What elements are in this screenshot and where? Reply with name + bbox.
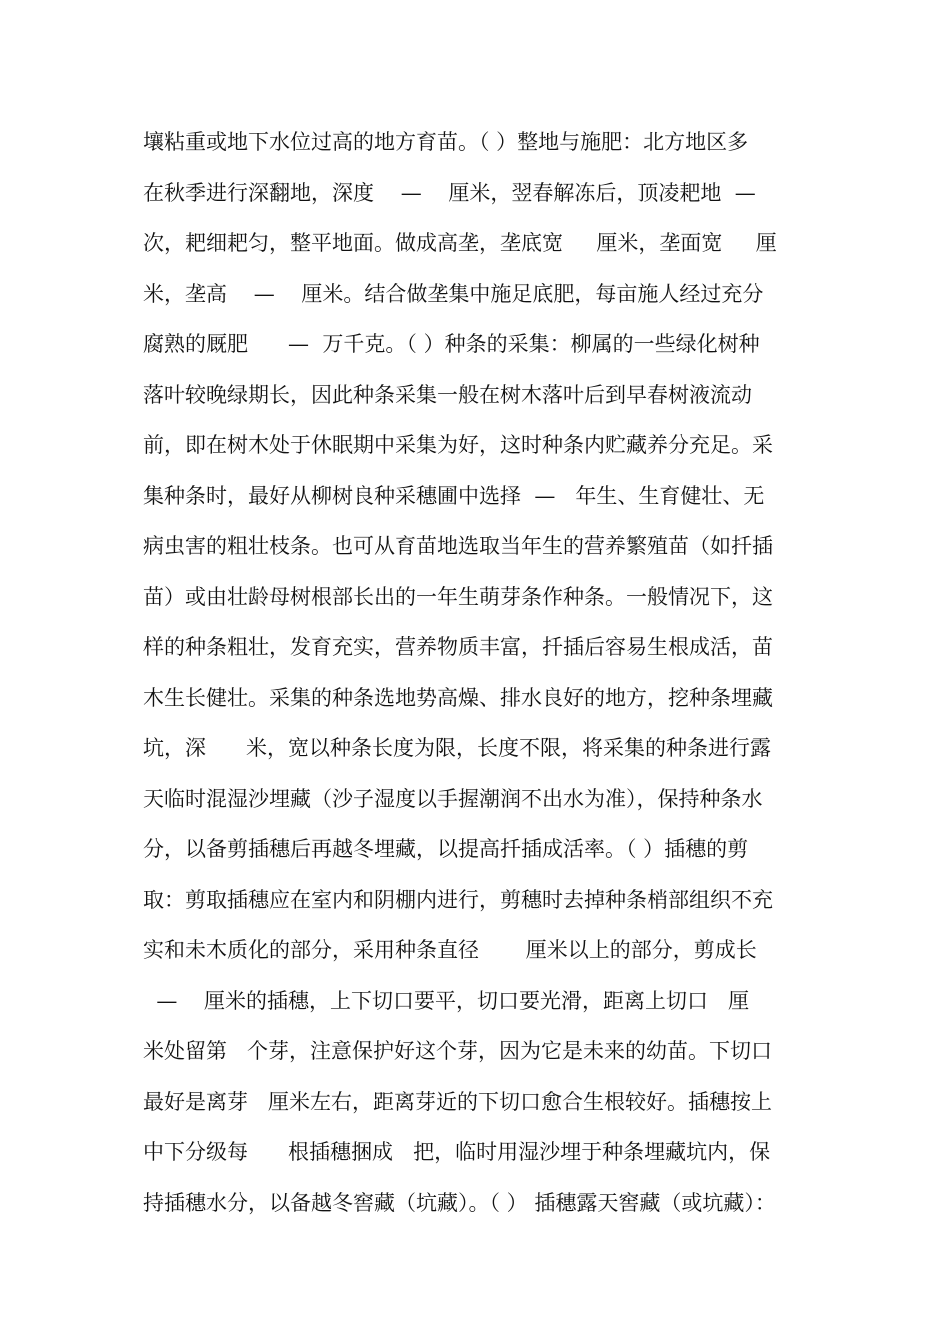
text-line: 最好是离芽 厘米左右，距离芽近的下切口愈合生根较好。插穗按上 [143, 1089, 773, 1114]
text-line: 实和未木质化的部分，采用种条直径 厘米以上的部分，剪成长 [143, 938, 757, 962]
text-line: 持插穗水分，以备越冬窖藏（坑藏）。（ ） 插穗露天窖藏（或坑藏）： [143, 1190, 776, 1215]
text-line: 苗）或由壮龄母树根部长出的一年生萌芽条作种条。一般情况下，这 [143, 584, 773, 609]
text-line: 病虫害的粗壮枝条。也可从育苗地选取当年生的营养繁殖苗（如扦插 [143, 534, 773, 558]
text-line: 次，耙细耙匀，整平地面。做成高垄，垄底宽 厘米，垄面宽 厘 [143, 231, 777, 255]
text-line: 米处留第 个芽，注意保护好这个芽，因为它是未来的幼苗。下切口 [143, 1039, 773, 1063]
text-line: 集种条时，最好从柳树良种采穗圃中选择 — 年生、生育健壮、无 [143, 483, 765, 508]
text-line: 在秋季进行深翻地，深度 — 厘米，翌春解冻后，顶凌耙地 — [143, 180, 756, 205]
text-line: 取：剪取插穗应在室内和阴棚内进行，剪穗时去掉种条梢部组织不充 [143, 887, 773, 912]
text-line: 米，垄高 — 厘米。结合做垄集中施足底肥，每亩施人经过充分 [143, 281, 764, 306]
text-line: 腐熟的厩肥 — 万千克。（ ）种条的采集：柳属的一些绿化树种 [143, 332, 760, 356]
text-line: 壤粘重或地下水位过高的地方育苗。（ ）整地与施肥：北方地区多 [143, 130, 749, 154]
text-line: 前，即在树木处于休眠期中采集为好，这时种条内贮藏养分充足。采 [143, 433, 773, 457]
body-text [143, 117, 823, 1228]
text-line: 中下分级每 根插穗捆成 把，临时用湿沙埋于种条埋藏坑内，保 [143, 1140, 771, 1164]
text-line: 落叶较晚绿期长，因此种条采集一般在树木落叶后到早春树液流动 [143, 382, 752, 407]
text-line: 天临时混湿沙埋藏（沙子湿度以手握潮润不出水为准），保持种条水 [143, 786, 763, 811]
text-line: 分，以备剪插穗后再越冬埋藏，以提高扦插成活率。（ ）插穗的剪 [143, 837, 749, 861]
text-line: 木生长健壮。采集的种条选地势高燥、排水良好的地方，挖种条埋藏 [143, 685, 773, 710]
text-line: 样的种条粗壮，发育充实，营养物质丰富，扦插后容易生根成活，苗 [143, 635, 773, 659]
text-line: 坑，深 米，宽以种条长度为限，长度不限，将采集的种条进行露 [143, 736, 772, 760]
text-line: — 厘米的插穗，上下切口要平，切口要光滑，距离上切口 厘 [143, 988, 750, 1013]
